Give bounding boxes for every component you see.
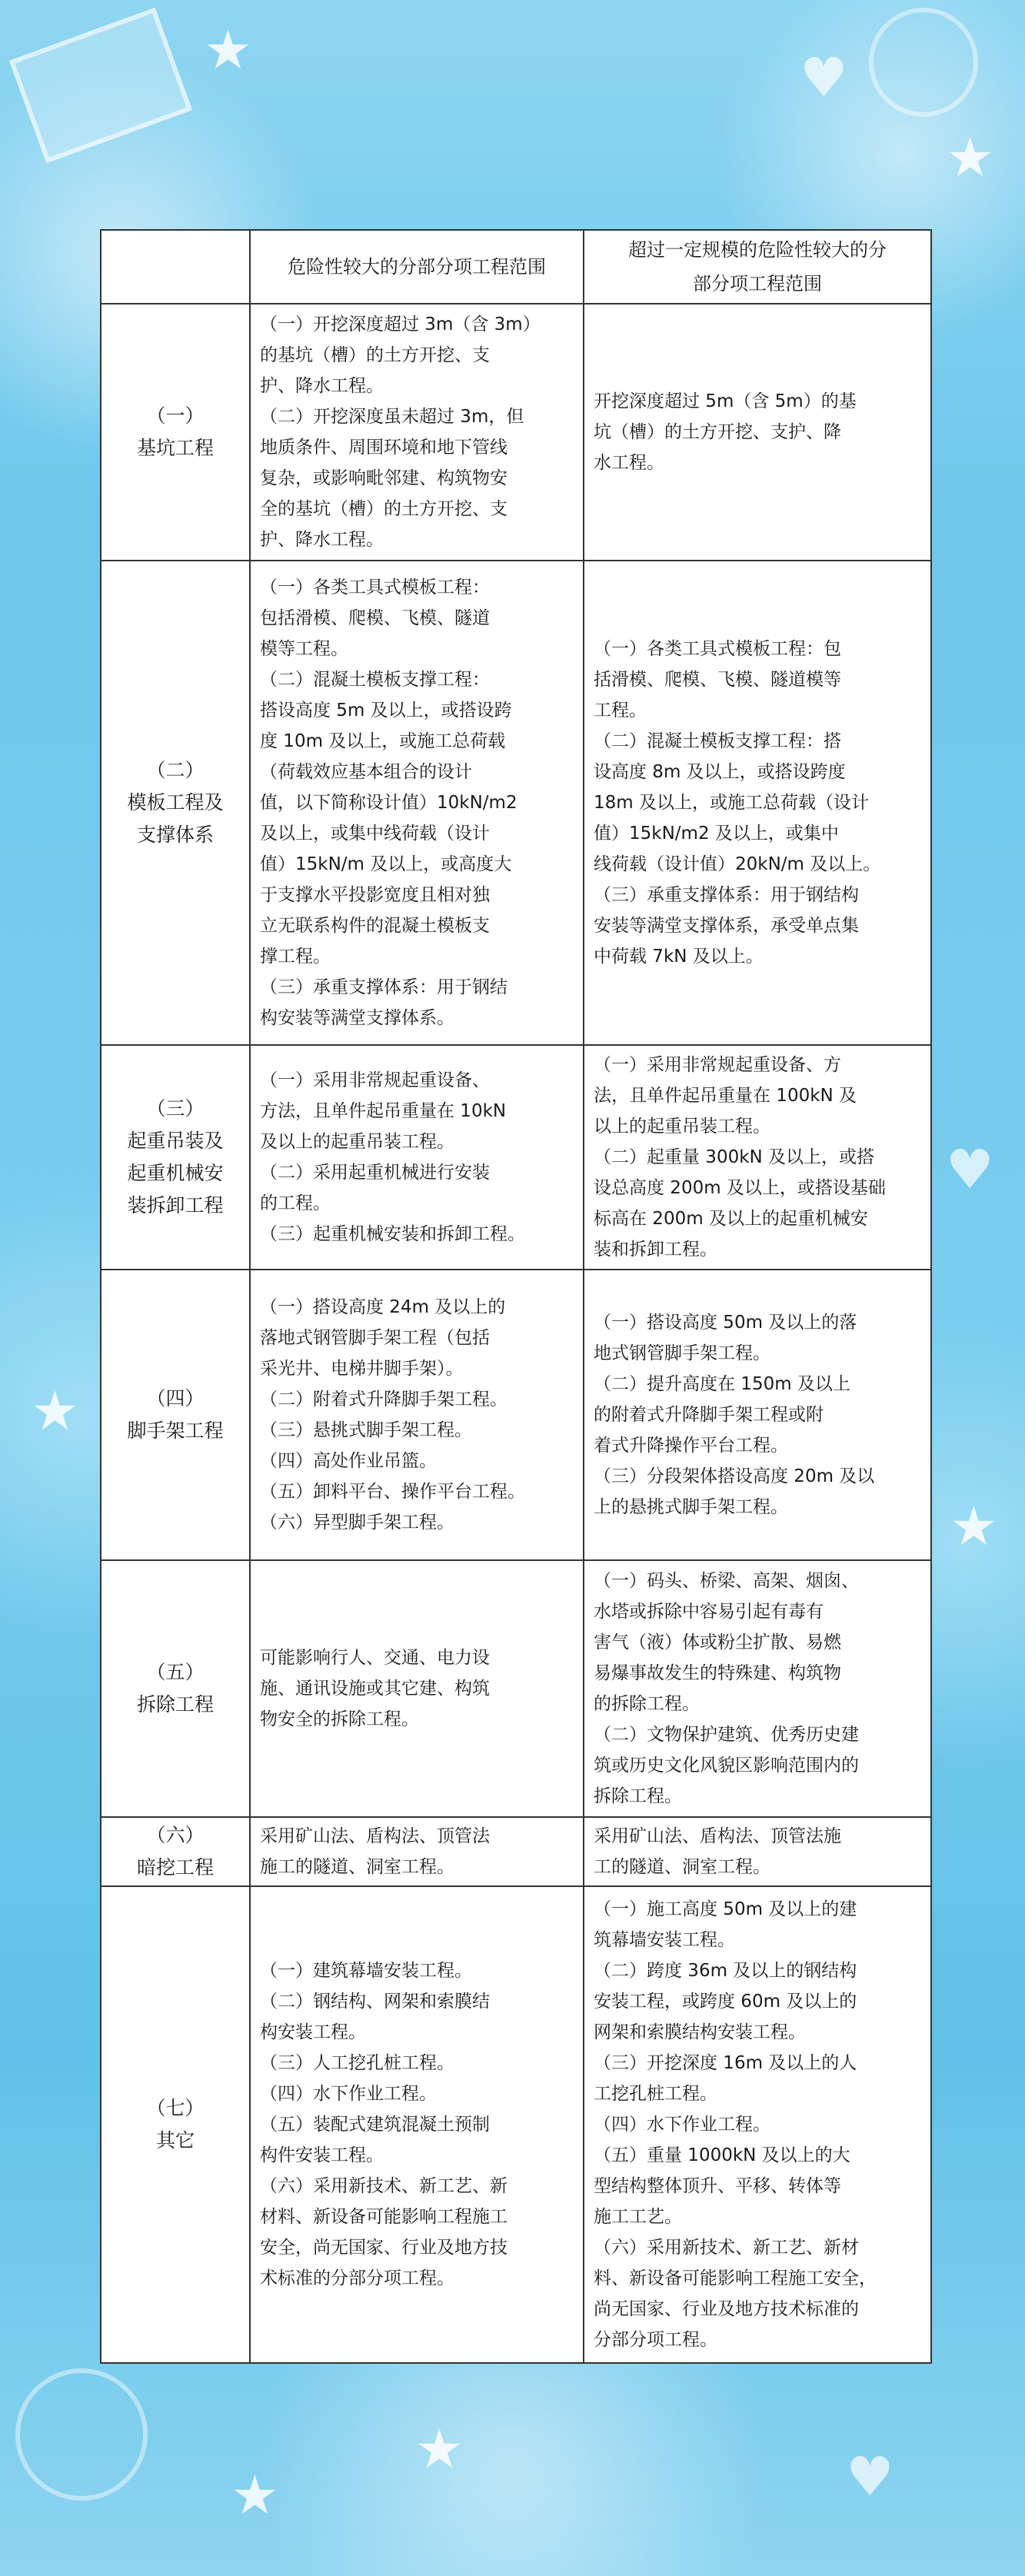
scope-cell: （一）开挖深度超过 3m（含 3m） 的基坑（槽）的土方开挖、支 护、降水工程。 （二）开挖深度虽未超过 3m，但 地质条件、周围环境和地下管线 复杂，或影响毗邻建、构筑物安 全的基坑（槽）的土方开挖、支 护、降水工程。 (250, 304, 584, 561)
heart-icon: ♥ (946, 1138, 994, 1201)
document-sheet (100, 229, 930, 2364)
table-row-excavation (101, 1817, 931, 1886)
star-icon: ★ (231, 2464, 279, 2527)
category-cell: （一） 基坑工程 (101, 304, 250, 561)
star-icon: ★ (946, 126, 994, 189)
category-cell: （五） 拆除工程 (101, 1560, 250, 1817)
large-scope-cell: （一）采用非常规起重设备、方 法，且单件起吊重量在 100kN 及 以上的起重吊装工程。 （二）起重量 300kN 及以上，或搭 设总高度 200m 及以上，或搭设基础 标高在 200m 及以上的起重机械安 装和拆卸工程。 (584, 1045, 931, 1270)
header-corner-cell (101, 230, 250, 304)
table-header-row (101, 230, 931, 304)
large-scope-cell: （一）各类工具式模板工程：包 括滑模、爬模、飞模、隧道模等 工程。 （二）混凝土模板支撑工程：搭 设高度 8m 及以上，或搭设跨度 18m 及以上，或施工总荷载（设计 值）15kN/m2 及以上，或集中 线荷载（设计值）20kN/m 及以上。 （三）承重支撑体系：用于钢结构 安装等满堂支撑体系，承受单点集 中荷载 7kN 及以上。 (584, 561, 931, 1045)
large-scope-cell: （一）搭设高度 50m 及以上的落 地式钢管脚手架工程。 （二）提升高度在 150m 及以上 的附着式升降脚手架工程或附 着式升降操作平台工程。 （三）分段架体搭设高度 20m 及以 上的悬挑式脚手架工程。 (584, 1270, 931, 1560)
star-icon: ★ (950, 1495, 998, 1558)
scope-cell: （一）搭设高度 24m 及以上的 落地式钢管脚手架工程（包括 采光井、电梯井脚手架）。 （二）附着式升降脚手架工程。 （三）悬挑式脚手架工程。 （四）高处作业吊篮。 （五）卸料平台、操作平台工程。 （六）异型脚手架工程。 (250, 1270, 584, 1560)
table-row-other (101, 1886, 931, 2363)
category-cell: （三） 起重吊装及 起重机械安 装拆卸工程 (101, 1045, 250, 1270)
category-cell: （二） 模板工程及 支撑体系 (101, 561, 250, 1045)
envelope-decoration (9, 8, 192, 164)
large-scope-cell: （一）码头、桥梁、高架、烟囱、 水塔或拆除中容易引起有毒有 害气（液）体或粉尘扩散、易燃 易爆事故发生的特殊建、构筑物 的拆除工程。 （二）文物保护建筑、优秀历史建 筑或历史文化风貌区影响范围内的 拆除工程。 (584, 1560, 931, 1817)
large-scope-cell: 开挖深度超过 5m（含 5m）的基 坑（槽）的土方开挖、支护、降 水工程。 (584, 304, 931, 561)
table-row-formwork (101, 561, 931, 1045)
star-icon: ★ (204, 18, 252, 82)
large-scope-cell: （一）施工高度 50m 及以上的建 筑幕墙安装工程。 （二）跨度 36m 及以上的钢结构 安装工程，或跨度 60m 及以上的 网架和索膜结构安装工程。 （三）开挖深度 16m 及以上的人 工挖孔桩工程。 （四）水下作业工程。 （五）重量 1000kN 及以上的大 型结构整体顶升、平移、转体等 施工工艺。 （六）采用新技术、新工艺、新材 料、新设备可能影响工程施工安全， 尚无国家、行业及地方技术标准的 分部分项工程。 (584, 1886, 931, 2363)
category-cell: （七） 其它 (101, 1886, 250, 2363)
star-icon: ★ (31, 1380, 79, 1443)
scope-cell: 可能影响行人、交通、电力设 施、通讯设施或其它建、构筑 物安全的拆除工程。 (250, 1560, 584, 1817)
circle-decoration (869, 8, 978, 117)
table-row-scaffolding (101, 1270, 931, 1560)
hazardous-works-table (100, 229, 932, 2364)
large-scope-cell: 采用矿山法、盾构法、顶管法施 工的隧道、洞室工程。 (584, 1817, 931, 1886)
circle-decoration (15, 2368, 148, 2501)
scope-cell: （一）采用非常规起重设备、 方法，且单件起吊重量在 10kN 及以上的起重吊装工程。 （二）采用起重机械进行安装 的工程。 （三）起重机械安装和拆卸工程。 (250, 1045, 584, 1270)
scope-cell: （一）各类工具式模板工程： 包括滑模、爬模、飞模、隧道 模等工程。 （二）混凝土模板支撑工程： 搭设高度 5m 及以上，或搭设跨 度 10m 及以上，或施工总荷载 （荷载效应基本组合的设计 值，以下简称设计值）10kN/m2 及以上，或集中线荷载（设计 值）15kN/m 及以上，或高度大 于支撑水平投影宽度且相对独 立无联系构件的混凝土模板支 撑工程。 （三）承重支撑体系：用于钢结 构安装等满堂支撑体系。 (250, 561, 584, 1045)
table-row-hoisting (101, 1045, 931, 1270)
header-scope-cell: 危险性较大的分部分项工程范围 (250, 230, 584, 304)
table-row-demolition (101, 1560, 931, 1817)
heart-icon: ♥ (800, 46, 848, 109)
category-cell: （四） 脚手架工程 (101, 1270, 250, 1560)
category-cell: （六） 暗挖工程 (101, 1817, 250, 1886)
star-icon: ★ (415, 2418, 464, 2481)
table-row-foundation-pit (101, 304, 931, 561)
scope-cell: 采用矿山法、盾构法、顶管法 施工的隧道、洞室工程。 (250, 1817, 584, 1886)
scope-cell: （一）建筑幕墙安装工程。 （二）钢结构、网架和索膜结 构安装工程。 （三）人工挖孔桩工程。 （四）水下作业工程。 （五）装配式建筑混凝土预制 构件安装工程。 （六）采用新技术、新工艺、新 材料、新设备可能影响工程施工 安全，尚无国家、行业及地方技 术标准的分部分项工程。 (250, 1886, 584, 2363)
header-large-scope-cell: 超过一定规模的危险性较大的分 部分项工程范围 (584, 230, 931, 304)
heart-icon: ♥ (846, 2445, 894, 2508)
